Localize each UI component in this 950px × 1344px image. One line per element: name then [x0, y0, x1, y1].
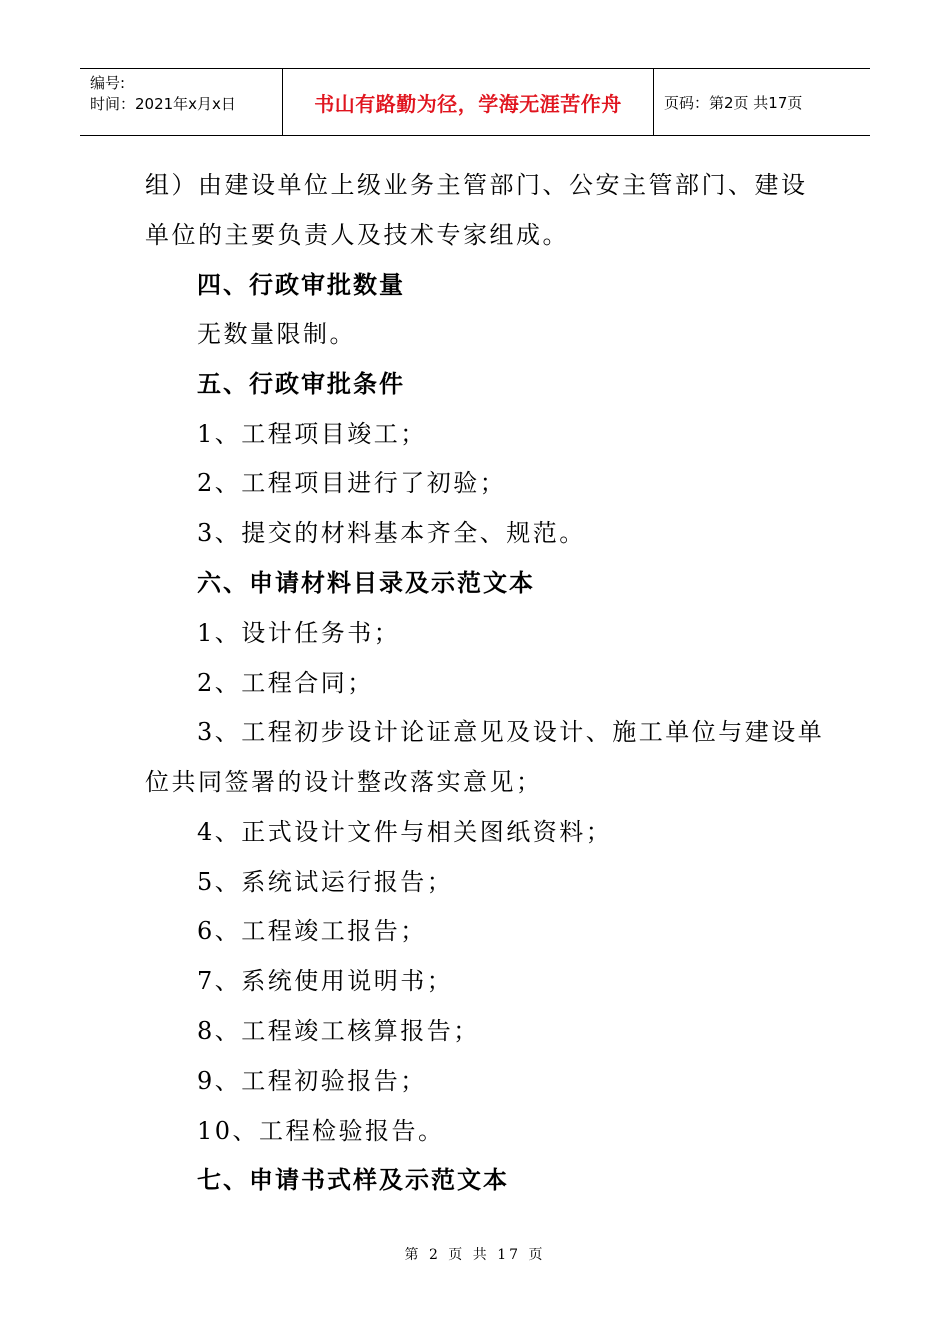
page-header: [80, 68, 870, 136]
list-item: 9、工程初验报告；: [197, 1067, 427, 1095]
list-item: 8、工程竣工核算报告；: [197, 1017, 480, 1045]
list-item: 3、提交的材料基本齐全、规范。: [197, 519, 586, 547]
list-item: 3、工程初步设计论证意见及设计、施工单位与建设单: [197, 718, 825, 746]
list-item: 6、工程竣工报告；: [197, 917, 427, 945]
header-motto: 书山有路勤为径，学海无涯苦作舟: [283, 69, 654, 135]
body-line: 组）由建设单位上级业务主管部门、公安主管部门、建设: [145, 171, 808, 199]
section-heading: 四、行政审批数量: [197, 271, 405, 299]
header-meta: [80, 69, 283, 135]
page-footer: 第 2 页 共 17 页: [404, 1247, 546, 1263]
list-item: 7、系统使用说明书；: [197, 967, 454, 995]
header-page-number: 页码：第2页 共17页: [664, 93, 803, 112]
body-line: 单位的主要负责人及技术专家组成。: [145, 221, 569, 249]
serial-label: 编号:: [90, 74, 126, 92]
list-item: 2、工程项目进行了初验；: [197, 469, 507, 497]
list-item: 4、正式设计文件与相关图纸资料；: [197, 818, 613, 846]
section-heading: 五、行政审批条件: [197, 370, 405, 398]
section-heading: 六、申请材料目录及示范文本: [197, 569, 535, 597]
body-line: 无数量限制。: [197, 320, 356, 348]
list-item-continuation: 位共同签署的设计整改落实意见；: [145, 768, 543, 796]
list-item: 5、系统试运行报告；: [197, 868, 454, 896]
list-item: 1、设计任务书；: [197, 619, 401, 647]
list-item: 10、工程检验报告。: [197, 1117, 445, 1145]
section-heading: 七、申请书式样及示范文本: [197, 1166, 509, 1194]
list-item: 1、工程项目竣工；: [197, 420, 427, 448]
list-item: 2、工程合同；: [197, 669, 374, 697]
date-label: 时间：2021年x月x日: [90, 95, 236, 113]
